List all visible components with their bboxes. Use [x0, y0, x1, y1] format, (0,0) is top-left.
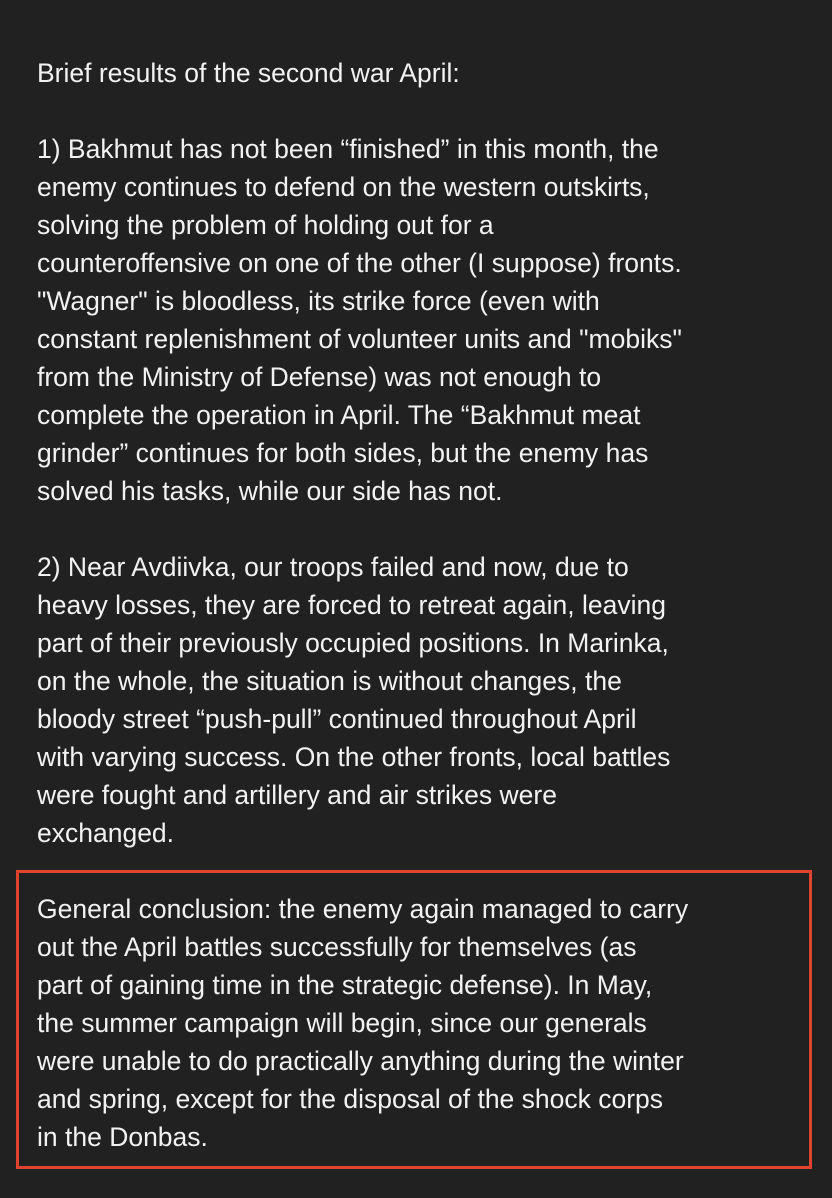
paragraph-spacer [37, 852, 812, 890]
text-line: on the whole, the situation is without changes, the [37, 666, 622, 696]
paragraph-spacer [37, 92, 812, 130]
text-line: solving the problem of holding out for a [37, 210, 494, 240]
text-line: "Wagner" is bloodless, its strike force (even with [37, 286, 600, 316]
text-line: complete the operation in April. The “Bakhmut meat [37, 400, 641, 430]
paragraph-spacer [37, 510, 812, 548]
post-content [37, 54, 812, 1156]
paragraph-conclusion [37, 890, 812, 1156]
paragraph-avdiivka [37, 548, 812, 852]
post-title [37, 54, 812, 92]
text-line: 1) Bakhmut has not been “finished” in this month, the [37, 134, 659, 164]
text-line: were fought and artillery and air strikes were [37, 780, 557, 810]
text-line: 2) Near Avdiivka, our troops failed and now, due to [37, 552, 629, 582]
text-line: with varying success. On the other fronts, local battles [37, 742, 671, 772]
text-line: part of their previously occupied positions. In Marinka, [37, 628, 669, 658]
text-line: out the April battles successfully for themselves (as [37, 932, 637, 962]
text-line: and spring, except for the disposal of the shock corps [37, 1084, 664, 1114]
text-line: were unable to do practically anything during the winter [37, 1046, 684, 1076]
text-line: grinder” continues for both sides, but the enemy has [37, 438, 649, 468]
text-line: counteroffensive on one of the other (I suppose) fronts. [37, 248, 682, 278]
paragraph-bakhmut [37, 130, 812, 510]
text-line: the summer campaign will begin, since our generals [37, 1008, 647, 1038]
text-line: exchanged. [37, 818, 175, 848]
text-line: from the Ministry of Defense) was not enough to [37, 362, 602, 392]
text-line: heavy losses, they are forced to retreat again, leaving [37, 590, 666, 620]
text-line: constant replenishment of volunteer units and "mobiks" [37, 324, 682, 354]
text-line: solved his tasks, while our side has not. [37, 476, 503, 506]
text-line: General conclusion: the enemy again managed to carry [37, 894, 689, 924]
text-line: enemy continues to defend on the western outskirts, [37, 172, 650, 202]
title-line: Brief results of the second war April: [37, 58, 460, 88]
text-line: part of gaining time in the strategic defense). In May, [37, 970, 653, 1000]
text-line: in the Donbas. [37, 1122, 208, 1152]
text-line: bloody street “push-pull” continued throughout April [37, 704, 637, 734]
